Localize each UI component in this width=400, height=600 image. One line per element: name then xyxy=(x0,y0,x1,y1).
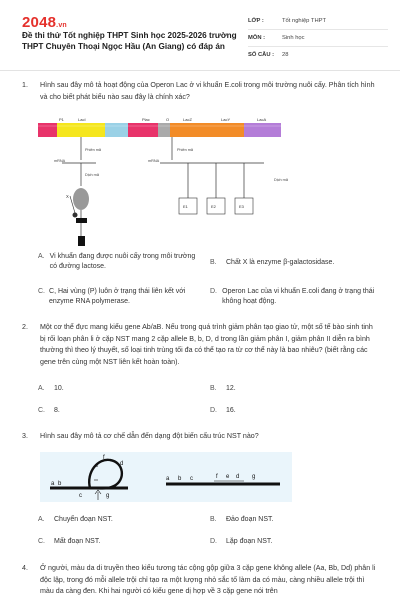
left-letter-d: d xyxy=(120,461,124,467)
enzyme-e2-box xyxy=(207,198,225,214)
operator-block xyxy=(78,236,85,246)
right-letter-c: c xyxy=(190,476,193,482)
meta-subject-label: MÔN : xyxy=(248,35,266,41)
option-letter: D. xyxy=(210,288,217,295)
meta-class-row xyxy=(248,13,388,30)
gene-segment-o xyxy=(158,123,170,137)
left-letter-b: b xyxy=(58,481,62,487)
left-letter-f: f xyxy=(103,455,105,461)
question-1 xyxy=(22,80,382,110)
enzyme-e3-label: E3 xyxy=(239,204,244,209)
inducer-x xyxy=(73,213,78,218)
gene-segment-laci xyxy=(57,123,105,137)
option-text: 8. xyxy=(54,407,60,414)
option-letter: D. xyxy=(210,407,217,414)
option-text: Đảo đoạn NST. xyxy=(226,516,274,523)
chromosome-figure xyxy=(40,452,292,502)
option-text: Chất X là enzyme β-galactosidase. xyxy=(226,259,335,266)
enzyme-e2-label: E2 xyxy=(211,204,216,209)
gene-segment-lacy xyxy=(208,123,244,137)
meta-count-label: SỐ CÂU : xyxy=(248,52,275,58)
exam-meta xyxy=(248,13,388,63)
question-text: Ở người, màu da di truyền theo kiểu tương tác cộng gộp giữa 3 cặp gene không allele (Aa, Bb, Dd) phân li độc lập, trong đó mỗi allele trội chỉ tạo ra một lượng nhỏ sắc tố làm da có màu, càng nhiều allele trội thì màu da càng đen. Khi hai người có kiểu gene dị hợp về 3 cặp gene nói trên xyxy=(40,564,376,595)
left-letter-g: g xyxy=(106,493,110,499)
gene-segment-lacz xyxy=(170,123,208,137)
translation-label: Dịch mã xyxy=(85,173,99,177)
option-letter: B. xyxy=(210,516,217,523)
option-letter: C. xyxy=(38,288,45,295)
q2-option-d[interactable] xyxy=(210,406,360,416)
option-text: 12. xyxy=(226,385,236,392)
site-logo[interactable]: 2048.vn xyxy=(22,14,67,31)
gene-segment-p1 xyxy=(38,123,57,137)
q2-option-c[interactable] xyxy=(38,406,188,416)
meta-count-value: 28 xyxy=(282,52,289,58)
option-text: Vi khuẩn đang được nuôi cấy trong môi trường có đường lactose. xyxy=(49,253,196,270)
left-letter-e: e xyxy=(95,463,99,469)
q2-option-a[interactable] xyxy=(38,384,188,394)
meta-subject-value: Sinh học xyxy=(282,35,305,41)
option-letter: C. xyxy=(38,407,45,414)
gene-label-lacz: LacZ xyxy=(183,118,192,122)
option-letter: A. xyxy=(38,385,45,392)
mrna-label-2: mRNA xyxy=(148,159,160,163)
gene-segment-laca xyxy=(244,123,281,137)
question-4 xyxy=(22,563,382,600)
q3-option-a[interactable] xyxy=(38,515,188,525)
page-header xyxy=(0,0,400,71)
option-letter: D. xyxy=(210,538,217,545)
option-text: Mất đoạn NST. xyxy=(54,538,101,545)
q3-option-d[interactable] xyxy=(210,537,360,547)
q2-option-b[interactable] xyxy=(210,384,360,394)
gene-label-p1: P1 xyxy=(59,118,64,122)
question-2 xyxy=(22,322,382,372)
q1-option-d[interactable] xyxy=(210,287,380,307)
q1-option-a[interactable] xyxy=(38,252,198,272)
question-3 xyxy=(22,431,382,445)
question-number: 4. xyxy=(22,564,28,572)
right-letter-a: a xyxy=(166,476,170,482)
enzyme-e1-label: E1 xyxy=(183,204,188,209)
meta-class-value: Tốt nghiệp THPT xyxy=(282,18,327,24)
option-letter: B. xyxy=(210,259,217,266)
right-letter-b: b xyxy=(178,476,182,482)
x-label: X xyxy=(66,194,69,199)
q3-option-b[interactable] xyxy=(210,515,360,525)
meta-class-label: LỚP : xyxy=(248,18,264,24)
transcription-label-2: Phiên mã xyxy=(177,148,194,152)
option-text: Operon Lac của vi khuẩn E.coli đang ở trạng thái không hoạt động. xyxy=(222,288,375,305)
option-text: 10. xyxy=(54,385,64,392)
option-text: Chuyển đoạn NST. xyxy=(54,516,113,523)
question-text: Hình sau đây mô tả hoạt động của Operon Lac ở vi khuẩn E.coli trong môi trường nuôi cấy. Phân tích hình và cho biết phát biểu nào sau đây là chính xác? xyxy=(40,81,375,101)
gene-label-laca: LacA xyxy=(257,118,267,122)
meta-count-row xyxy=(248,47,388,63)
option-text: 16. xyxy=(226,407,236,414)
option-text: C, Hai vùng (P) luôn ở trạng thái liên kết với enzyme RNA polymerase. xyxy=(49,288,186,305)
right-letter-f: f xyxy=(216,474,218,480)
option-letter: A. xyxy=(38,516,45,523)
right-letter-e: e xyxy=(226,474,230,480)
question-text: Hình sau đây mô tả cơ chế dẫn đến dạng đột biến cấu trúc NST nào? xyxy=(40,432,259,440)
left-letter-a: a xyxy=(51,481,55,487)
question-number: 3. xyxy=(22,432,28,440)
meta-subject-row xyxy=(248,30,388,47)
exam-title: Đề thi thử Tốt nghiệp THPT Sinh học 2025-2026 trường THPT Chuyên Thoại Ngọc Hầu (An Giang) có đáp án xyxy=(22,31,237,51)
option-letter: C. xyxy=(38,538,45,545)
gene-segment-spacer xyxy=(105,123,128,137)
q3-option-c[interactable] xyxy=(38,537,188,547)
enzyme-e1-box xyxy=(179,198,197,214)
enzyme-e3-box xyxy=(235,198,253,214)
operon-lac-figure xyxy=(38,118,338,248)
question-text: Một cơ thể đực mang kiểu gene Ab/aB. Nếu trong quá trình giảm phân tạo giao tử, một số tế bào sinh tinh bị rối loạn phân li ở cặp NST mang 2 cặp allele B, b, D, d trong lần giảm phân I, giảm phân II diễn ra bình thường thì theo lý thuyết, số loại tinh trùng tối đa có thể tạo ra từ cơ thể này là bao nhiêu? (biết rằng các gene trên cùng một NST liên kết hoàn toàn). xyxy=(40,323,373,366)
q1-option-b[interactable] xyxy=(210,258,385,268)
right-letter-d: d xyxy=(236,474,240,480)
gene-segment-plac xyxy=(128,123,158,137)
option-text: Lặp đoạn NST. xyxy=(226,538,273,545)
gene-label-laci: LacI xyxy=(78,118,86,122)
gene-label-lacy: LacY xyxy=(221,118,231,122)
q1-option-c[interactable] xyxy=(38,287,200,307)
gene-label-plac: Plac xyxy=(142,118,150,122)
mrna-label: mRNA xyxy=(54,159,66,163)
question-number: 1. xyxy=(22,81,28,89)
repressor-bound xyxy=(76,218,87,223)
repressor-protein xyxy=(73,188,89,210)
transcription-label: Phiên mã xyxy=(85,148,102,152)
right-letter-g: g xyxy=(252,474,256,480)
question-number: 2. xyxy=(22,323,28,331)
left-letter-c: c xyxy=(79,493,82,499)
option-letter: A. xyxy=(38,253,45,260)
option-letter: B. xyxy=(210,385,217,392)
translation-label-2: Dịch mã xyxy=(274,178,288,182)
gene-label-o: O xyxy=(166,118,170,122)
